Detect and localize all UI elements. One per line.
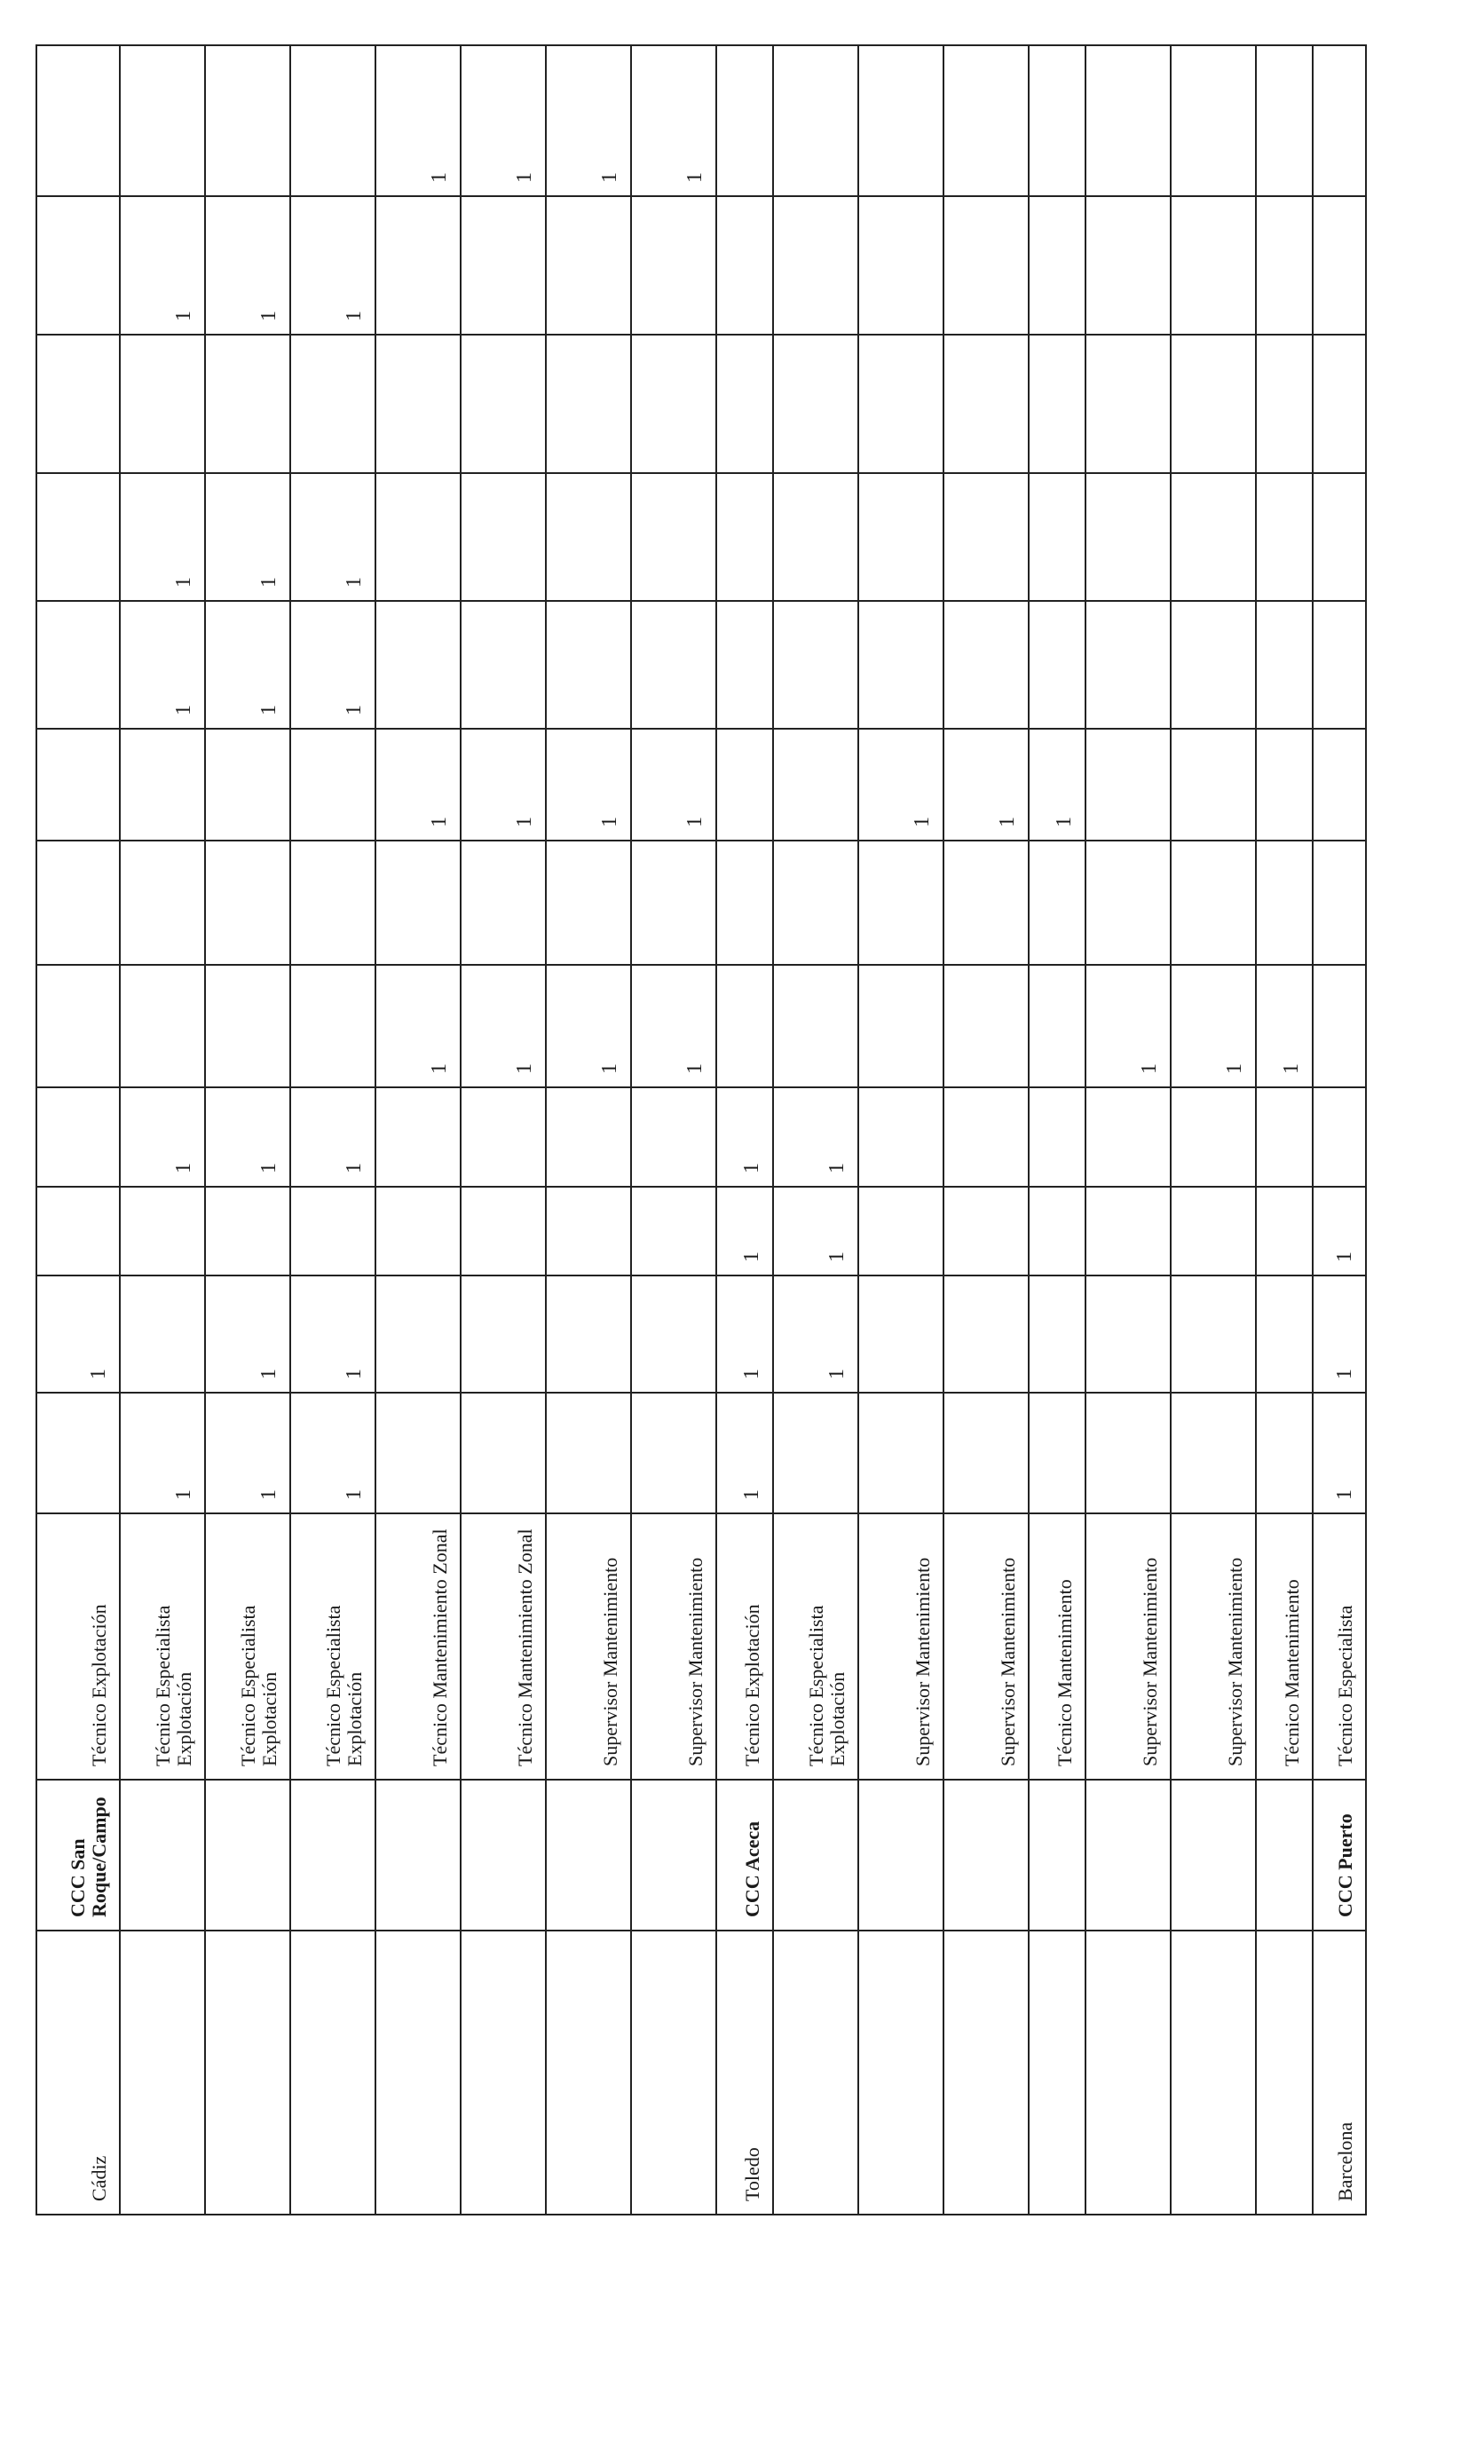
value-cell [773,601,858,729]
value-cell [375,601,461,729]
value-cell [1171,1087,1256,1187]
value-cell: 1 [858,729,943,841]
value-cell [1029,965,1085,1087]
value-cell: 1 [546,729,631,841]
value-cell [716,196,773,335]
value-cell [546,473,631,601]
value-cell [205,335,290,473]
value-cell: 1 [716,1275,773,1393]
value-cell [1029,45,1085,196]
provincia-cell [546,1931,631,2215]
value-cell [1171,601,1256,729]
value-cell: 1 [546,45,631,196]
value-cell [943,45,1029,196]
puesto-cell: Técnico Especialista [1313,1513,1366,1780]
value-cell [120,1275,205,1393]
table-row [1029,45,1085,2215]
value-cell [120,45,205,196]
provincia-cell [1256,1931,1313,2215]
value-cell: 1 [290,1275,375,1393]
value-cell [546,196,631,335]
puesto-cell: Técnico Mantenimiento [1256,1513,1313,1780]
centro-cell [205,1780,290,1931]
value-cell [773,841,858,965]
value-cell [1085,473,1171,601]
value-cell [1313,196,1366,335]
centro-cell [943,1780,1029,1931]
value-cell [1085,1393,1171,1513]
value-cell [1171,1187,1256,1275]
value-cell [36,965,120,1087]
value-cell [290,729,375,841]
value-cell [290,335,375,473]
value-cell [546,1275,631,1393]
value-cell [1256,1393,1313,1513]
value-cell [943,473,1029,601]
puesto-cell: Supervisor Mantenimiento [631,1513,716,1780]
value-cell: 1 [290,1393,375,1513]
value-cell [773,335,858,473]
value-cell [943,1187,1029,1275]
provincia-cell: Cádiz [36,1931,120,2215]
value-cell: 1 [631,45,716,196]
value-cell [943,1393,1029,1513]
centro-cell: CCC Aceca [716,1780,773,1931]
puesto-cell: Técnico Especialista Explotación [773,1513,858,1780]
value-cell [858,965,943,1087]
value-cell [1313,601,1366,729]
provincia-cell: Toledo [716,1931,773,2215]
provincia-cell [205,1931,290,2215]
value-cell [1085,45,1171,196]
puesto-cell: Supervisor Mantenimiento [943,1513,1029,1780]
puesto-cell: Supervisor Mantenimiento [1171,1513,1256,1780]
value-cell [36,729,120,841]
value-cell [290,841,375,965]
value-cell [943,335,1029,473]
value-cell [36,841,120,965]
value-cell [773,729,858,841]
centro-cell: CCC San Roque/Campo [36,1780,120,1931]
table-row [461,45,546,2215]
value-cell [858,1087,943,1187]
value-cell [1256,473,1313,601]
value-cell [36,473,120,601]
value-cell [1313,1087,1366,1187]
value-cell [631,1275,716,1393]
value-cell [1029,841,1085,965]
value-cell [1171,729,1256,841]
value-cell [716,45,773,196]
table-row [120,45,205,2215]
table-row [773,45,858,2215]
value-cell [546,1087,631,1187]
centro-cell [546,1780,631,1931]
value-cell [1313,473,1366,601]
value-cell [205,45,290,196]
centro-cell [1171,1780,1256,1931]
value-cell [773,1393,858,1513]
table-row [36,45,120,2215]
value-cell [290,965,375,1087]
value-cell: 1 [205,1275,290,1393]
value-cell [858,1187,943,1275]
value-cell [943,1087,1029,1187]
table-row [716,45,773,2215]
centro-cell [461,1780,546,1931]
value-cell [546,1187,631,1275]
value-cell [120,1187,205,1275]
centro-cell [1029,1780,1085,1931]
value-cell [1171,1275,1256,1393]
value-cell [631,196,716,335]
value-cell [1029,1275,1085,1393]
centro-cell [773,1780,858,1931]
value-cell: 1 [461,965,546,1087]
staffing-table [36,44,1367,2215]
centro-cell: CCC Puerto [1313,1780,1366,1931]
provincia-cell [858,1931,943,2215]
value-cell: 1 [943,729,1029,841]
table-row [375,45,461,2215]
value-cell [1085,1087,1171,1187]
value-cell [205,841,290,965]
value-cell: 1 [1085,965,1171,1087]
puesto-cell: Técnico Mantenimiento Zonal [375,1513,461,1780]
value-cell [461,335,546,473]
value-cell: 1 [1171,965,1256,1087]
centro-cell [1256,1780,1313,1931]
value-cell [1256,196,1313,335]
value-cell [773,196,858,335]
value-cell [858,45,943,196]
value-cell [461,1087,546,1187]
puesto-cell: Técnico Especialista Explotación [205,1513,290,1780]
value-cell: 1 [461,729,546,841]
value-cell [773,473,858,601]
value-cell [858,196,943,335]
value-cell [1171,45,1256,196]
value-cell: 1 [290,196,375,335]
value-cell: 1 [773,1275,858,1393]
centro-cell [375,1780,461,1931]
value-cell [375,1275,461,1393]
provincia-cell [290,1931,375,2215]
value-cell [375,335,461,473]
centro-cell [631,1780,716,1931]
value-cell [631,473,716,601]
value-cell [36,1393,120,1513]
value-cell [1256,601,1313,729]
value-cell: 1 [716,1087,773,1187]
table-row [1256,45,1313,2215]
value-cell [120,729,205,841]
value-cell: 1 [375,965,461,1087]
puesto-cell: Técnico Especialista Explotación [290,1513,375,1780]
value-cell: 1 [120,1087,205,1187]
puesto-cell: Supervisor Mantenimiento [858,1513,943,1780]
centro-cell [290,1780,375,1931]
value-cell [375,196,461,335]
value-cell [1313,841,1366,965]
value-cell [943,196,1029,335]
value-cell [375,841,461,965]
puesto-cell: Supervisor Mantenimiento [1085,1513,1171,1780]
value-cell: 1 [290,1087,375,1187]
value-cell [461,1187,546,1275]
value-cell [773,965,858,1087]
centro-cell [858,1780,943,1931]
value-cell [631,335,716,473]
value-cell [1085,335,1171,473]
value-cell [1256,841,1313,965]
value-cell [375,1393,461,1513]
value-cell [631,601,716,729]
value-cell: 1 [1256,965,1313,1087]
value-cell: 1 [375,45,461,196]
value-cell [716,841,773,965]
value-cell [1256,1087,1313,1187]
value-cell [120,335,205,473]
value-cell [1171,196,1256,335]
value-cell [716,965,773,1087]
value-cell [631,841,716,965]
provincia-cell [1171,1931,1256,2215]
table-row [943,45,1029,2215]
value-cell [716,473,773,601]
provincia-cell [1085,1931,1171,2215]
value-cell [546,601,631,729]
value-cell [36,45,120,196]
provincia-cell: Barcelona [1313,1931,1366,2215]
value-cell [375,473,461,601]
puesto-cell: Técnico Especialista Explotación [120,1513,205,1780]
value-cell [1171,473,1256,601]
value-cell [1085,729,1171,841]
value-cell [36,601,120,729]
table-row [1085,45,1171,2215]
value-cell [290,45,375,196]
value-cell [1085,601,1171,729]
value-cell [1029,335,1085,473]
provincia-cell [631,1931,716,2215]
table-row [631,45,716,2215]
value-cell [858,601,943,729]
value-cell [461,601,546,729]
provincia-cell [943,1931,1029,2215]
value-cell [631,1393,716,1513]
value-cell [546,1393,631,1513]
value-cell [716,729,773,841]
value-cell: 1 [716,1187,773,1275]
puesto-cell: Técnico Explotación [36,1513,120,1780]
value-cell: 1 [1313,1275,1366,1393]
centro-cell [120,1780,205,1931]
value-cell: 1 [546,965,631,1087]
value-cell [461,1393,546,1513]
value-cell [1029,601,1085,729]
value-cell: 1 [205,196,290,335]
value-cell: 1 [773,1087,858,1187]
value-cell [461,841,546,965]
value-cell: 1 [1313,1187,1366,1275]
value-cell [1029,1087,1085,1187]
provincia-cell [375,1931,461,2215]
provincia-cell [773,1931,858,2215]
value-cell: 1 [631,965,716,1087]
value-cell [716,601,773,729]
value-cell: 1 [120,473,205,601]
table-row [1313,45,1366,2215]
value-cell [1313,335,1366,473]
value-cell: 1 [290,473,375,601]
table-row [290,45,375,2215]
value-cell: 1 [205,1087,290,1187]
table-row [546,45,631,2215]
value-cell: 1 [1313,1393,1366,1513]
value-cell [1085,196,1171,335]
value-cell [1256,729,1313,841]
value-cell [858,335,943,473]
value-cell [1256,45,1313,196]
value-cell [773,45,858,196]
value-cell [120,965,205,1087]
value-cell [631,1187,716,1275]
table-row [205,45,290,2215]
value-cell: 1 [120,601,205,729]
value-cell [1171,1393,1256,1513]
value-cell [205,1187,290,1275]
value-cell [546,841,631,965]
value-cell: 1 [773,1187,858,1275]
value-cell: 1 [36,1275,120,1393]
value-cell [858,1393,943,1513]
value-cell [943,1275,1029,1393]
value-cell [461,473,546,601]
value-cell: 1 [205,1393,290,1513]
provincia-cell [1029,1931,1085,2215]
value-cell: 1 [375,729,461,841]
value-cell [1256,1275,1313,1393]
value-cell [205,965,290,1087]
value-cell: 1 [461,45,546,196]
value-cell [1313,729,1366,841]
value-cell [1085,1275,1171,1393]
value-cell [1256,1187,1313,1275]
value-cell [36,196,120,335]
value-cell [1029,196,1085,335]
value-cell [943,965,1029,1087]
value-cell [375,1087,461,1187]
value-cell [120,841,205,965]
value-cell [943,601,1029,729]
rotated-table-wrapper [36,135,1356,2215]
value-cell [943,841,1029,965]
table-row [858,45,943,2215]
value-cell [1313,965,1366,1087]
value-cell [1313,45,1366,196]
value-cell: 1 [631,729,716,841]
value-cell [375,1187,461,1275]
value-cell [546,335,631,473]
table-row [1171,45,1256,2215]
value-cell [858,473,943,601]
value-cell [461,196,546,335]
value-cell: 1 [205,601,290,729]
provincia-cell [120,1931,205,2215]
value-cell: 1 [205,473,290,601]
value-cell [1171,841,1256,965]
value-cell [1029,1393,1085,1513]
value-cell: 1 [120,196,205,335]
value-cell [631,1087,716,1187]
puesto-cell: Técnico Mantenimiento Zonal [461,1513,546,1780]
value-cell [36,335,120,473]
value-cell [858,841,943,965]
value-cell [205,729,290,841]
value-cell [1029,1187,1085,1275]
value-cell [36,1187,120,1275]
puesto-cell: Supervisor Mantenimiento [546,1513,631,1780]
value-cell [461,1275,546,1393]
value-cell: 1 [1029,729,1085,841]
puesto-cell: Técnico Mantenimiento [1029,1513,1085,1780]
value-cell [1085,1187,1171,1275]
value-cell [858,1275,943,1393]
centro-cell [1085,1780,1171,1931]
puesto-cell: Técnico Explotación [716,1513,773,1780]
value-cell [290,1187,375,1275]
value-cell [36,1087,120,1187]
value-cell [1256,335,1313,473]
value-cell [716,335,773,473]
value-cell [1171,335,1256,473]
value-cell: 1 [290,601,375,729]
value-cell [1085,841,1171,965]
value-cell [1029,473,1085,601]
provincia-cell [461,1931,546,2215]
value-cell: 1 [716,1393,773,1513]
value-cell: 1 [120,1393,205,1513]
